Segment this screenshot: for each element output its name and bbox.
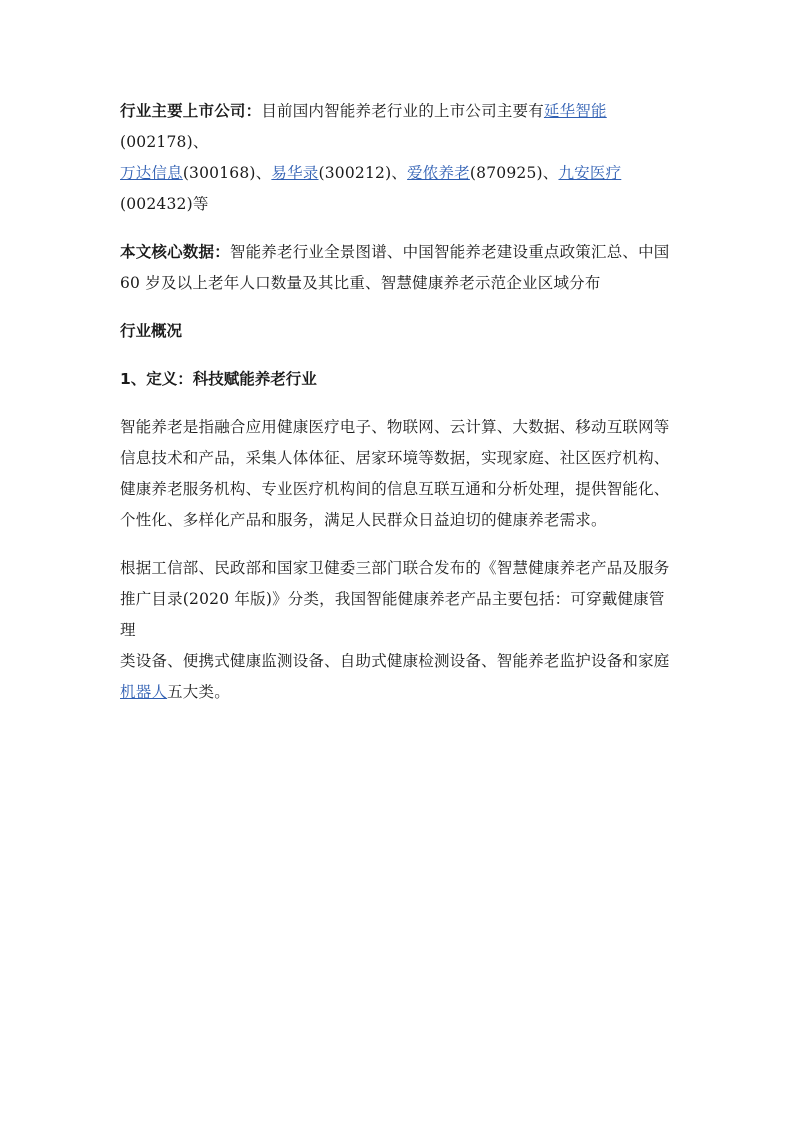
company-code: (870925) bbox=[469, 164, 543, 182]
separator: 、 bbox=[542, 164, 559, 182]
company-link-yihualu[interactable]: 易华录 bbox=[271, 164, 319, 182]
subsection-heading: 1、定义：科技赋能养老行业 bbox=[120, 370, 317, 388]
classification-paragraph bbox=[120, 553, 680, 708]
listed-tail: 等 bbox=[192, 195, 209, 213]
listed-companies-intro: 目前国内智能养老行业的上市公司主要有 bbox=[261, 102, 544, 120]
paragraph-line: 智能养老是指融合应用健康医疗电子、物联网、云计算、大数据、移动互联网等 bbox=[120, 418, 670, 436]
paragraph-line: 根据工信部、民政部和国家卫健委三部门联合发布的《智慧健康养老产品及服务 bbox=[120, 559, 670, 577]
company-code: (002432) bbox=[120, 195, 193, 213]
company-link-jiuan[interactable]: 九安医疗 bbox=[558, 164, 622, 182]
paragraph-line: 类设备、便携式健康监测设备、自助式健康检测设备、智能养老监护设备和家庭 bbox=[120, 652, 670, 670]
listed-companies-paragraph bbox=[120, 96, 680, 220]
separator: 、 bbox=[192, 133, 209, 151]
paragraph-line: 个性化、多样化产品和服务，满足人民群众日益迫切的健康养老需求。 bbox=[120, 511, 607, 529]
company-code: (300168) bbox=[182, 164, 256, 182]
separator: 、 bbox=[255, 164, 272, 182]
paragraph-line: 推广目录(2020 年版)》分类，我国智能健康养老产品主要包括：可穿戴健康管理 bbox=[120, 590, 665, 639]
company-link-wanda[interactable]: 万达信息 bbox=[120, 164, 183, 182]
definition-paragraph bbox=[120, 412, 680, 536]
core-data-line1: 智能养老行业全景图谱、中国智能养老建设重点政策汇总、中国 bbox=[229, 243, 670, 261]
section-heading: 行业概况 bbox=[120, 322, 183, 340]
document-page bbox=[120, 96, 680, 708]
robot-link[interactable]: 机器人 bbox=[120, 683, 168, 701]
company-code: (300212) bbox=[318, 164, 392, 182]
paragraph-line: 信息技术和产品，采集人体体征、居家环境等数据，实现家庭、社区医疗机构、 bbox=[120, 449, 670, 467]
core-data-label: 本文核心数据： bbox=[120, 243, 230, 261]
listed-companies-label: 行业主要上市公司： bbox=[120, 102, 262, 120]
classification-tail: 五大类。 bbox=[167, 683, 230, 701]
paragraph-line: 健康养老服务机构、专业医疗机构间的信息互联互通和分析处理，提供智能化、 bbox=[120, 480, 670, 498]
company-link-yanhua[interactable]: 延华智能 bbox=[543, 102, 607, 120]
core-data-line2: 60 岁及以上老年人口数量及其比重、智慧健康养老示范企业区域分布 bbox=[120, 274, 601, 292]
company-code: (002178) bbox=[120, 133, 193, 151]
separator: 、 bbox=[391, 164, 408, 182]
company-link-ainong[interactable]: 爱侬养老 bbox=[407, 164, 470, 182]
core-data-paragraph bbox=[120, 237, 680, 299]
